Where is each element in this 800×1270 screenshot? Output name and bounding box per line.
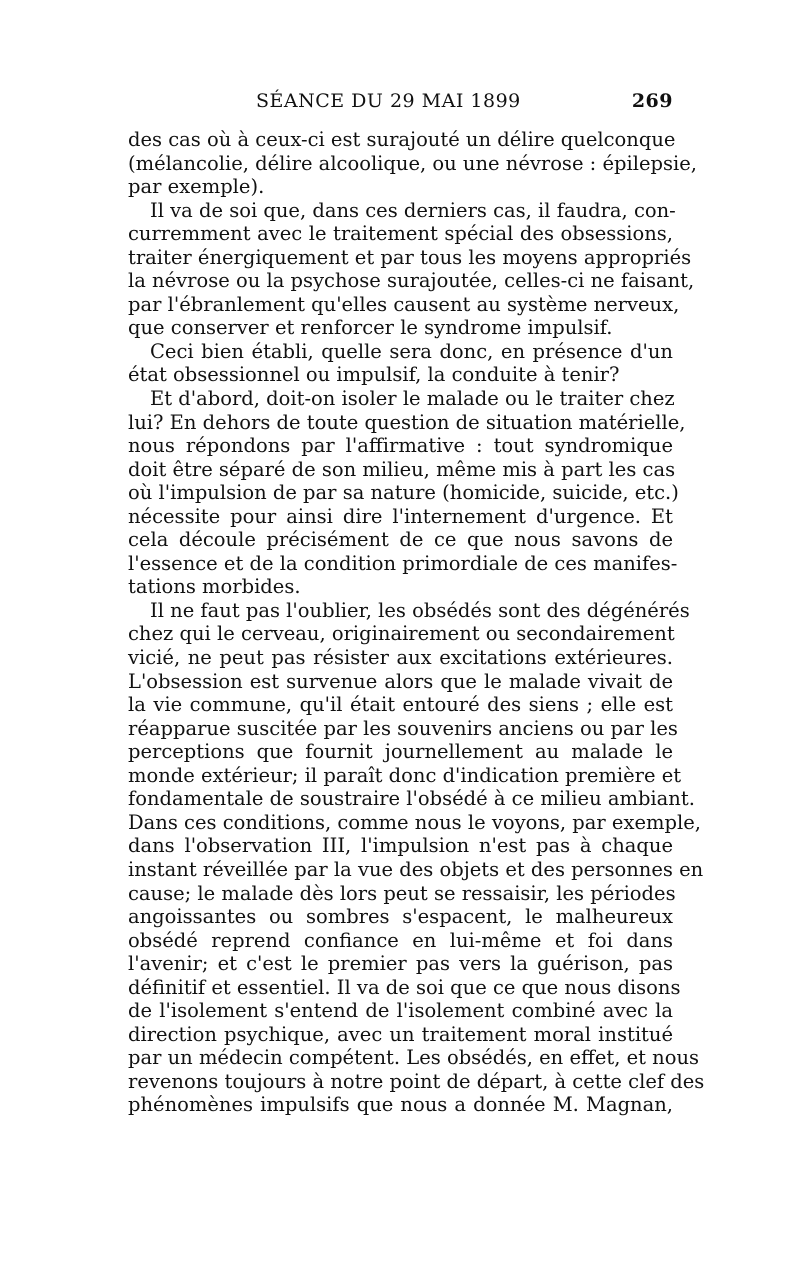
text-line: l'essence et de la condition primordiale de ces manifes- — [128, 551, 678, 575]
text-line: Il va de soi que, dans ces derniers cas, il faudra, con- — [150, 198, 676, 222]
text-line: que conserver et renforcer le syndrome impulsif. — [128, 316, 613, 340]
page-number: 269 — [631, 90, 673, 112]
text-line: L'obsession est survenue alors que le malade vivait de — [128, 669, 673, 693]
text-line: par l'ébranlement qu'elles causent au système nerveux, — [128, 292, 680, 316]
text-line: Et d'abord, doit-on isoler le malade ou le traiter chez — [150, 387, 675, 411]
text-line: direction psychique, avec un traitement moral institué — [128, 1022, 673, 1046]
text-line: vicié, ne peut pas résister aux excitations extérieures. — [128, 646, 673, 670]
text-line: tations morbides. — [128, 575, 301, 599]
text-line: Ceci bien établi, quelle sera donc, en présence d'un — [150, 339, 673, 363]
text-line: Dans ces conditions, comme nous le voyons, par exemple, — [128, 810, 701, 834]
text-line: la névrose ou la psychose surajoutée, celles-ci ne faisant, — [128, 269, 695, 293]
text-line: fondamentale de soustraire l'obsédé à ce milieu ambiant. — [128, 787, 695, 811]
text-line: où l'impulsion de par sa nature (homicide, suicide, etc.) — [128, 481, 679, 505]
text-line: définitif et essentiel. Il va de soi que ce que nous disons — [128, 975, 681, 999]
text-line: état obsessionnel ou impulsif, la conduite à tenir? — [128, 363, 620, 387]
text-line: monde extérieur; il paraît donc d'indication première et — [128, 763, 682, 787]
running-header-title: SÉANCE DU 29 MAI 1899 — [256, 90, 521, 112]
text-line: obsédé reprend confiance en lui-même et foi dans — [128, 928, 673, 952]
text-line: cause; le malade dès lors peut se ressaisir, les périodes — [128, 881, 676, 905]
text-line: angoissantes ou sombres s'espacent, le malheureux — [128, 905, 673, 929]
text-line: lui? En dehors de toute question de situation matérielle, — [128, 410, 686, 434]
running-header — [128, 90, 673, 120]
text-line: revenons toujours à notre point de départ, à cette clef des — [128, 1069, 705, 1093]
text-line: par un médecin compétent. Les obsédés, en effet, et nous — [128, 1046, 700, 1070]
text-line: nécessite pour ainsi dire l'internement d'urgence. Et — [128, 504, 673, 528]
text-line: instant réveillée par la vue des objets et des personnes en — [128, 857, 704, 881]
text-line: par exemple). — [128, 175, 265, 199]
text-line: Il ne faut pas l'oublier, les obsédés sont des dégénérés — [150, 598, 690, 622]
text-line: dans l'observation III, l'impulsion n'est pas à chaque — [128, 834, 673, 858]
text-line: phénomènes impulsifs que nous a donnée M. Magnan, — [128, 1093, 673, 1117]
text-line: nous répondons par l'affirmative : tout syndromique — [128, 434, 673, 458]
text-line: la vie commune, qu'il était entouré des siens ; elle est — [128, 693, 673, 717]
text-line: doit être séparé de son milieu, même mis à part les cas — [128, 457, 676, 481]
text-line: réapparue suscitée par les souvenirs anciens ou par les — [128, 716, 678, 740]
text-line: l'avenir; et c'est le premier pas vers la guérison, pas — [128, 952, 673, 976]
text-line: traiter énergiquement et par tous les moyens appropriés — [128, 245, 692, 269]
text-line: curremment avec le traitement spécial des obsessions, — [128, 222, 673, 246]
body-text — [128, 128, 705, 1117]
text-line: (mélancolie, délire alcoolique, ou une névrose : épilepsie, — [128, 151, 697, 175]
text-line: des cas où à ceux-ci est surajouté un délire quelconque — [128, 128, 676, 151]
text-line: chez qui le cerveau, originairement ou secondairement — [128, 622, 675, 646]
text-line: de l'isolement s'entend de l'isolement combiné avec la — [128, 999, 673, 1023]
text-line: perceptions que fournit journellement au malade le — [128, 740, 673, 764]
text-line: cela découle précisément de ce que nous savons de — [128, 528, 673, 552]
